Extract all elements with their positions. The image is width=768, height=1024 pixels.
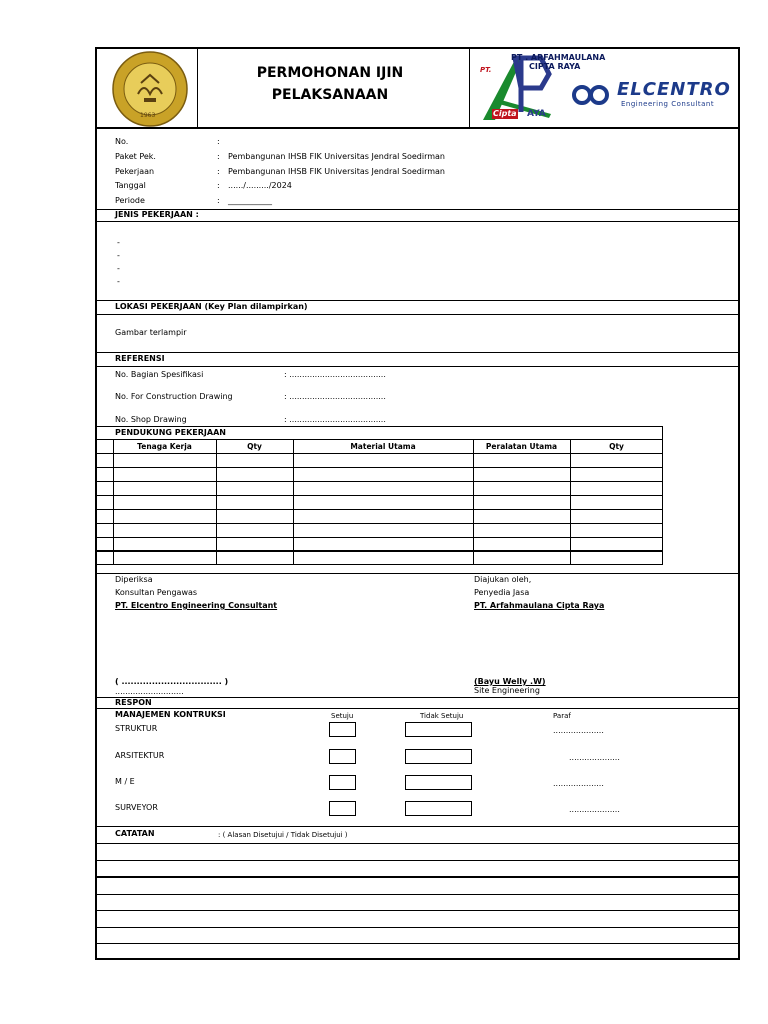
respon-row-surveyor: SURVEYOR bbox=[115, 803, 158, 812]
contractor-logo-pt: PT. bbox=[480, 66, 492, 74]
sign-left-role: ........................... bbox=[115, 687, 184, 696]
info-value-pekerjaan: Pembangunan IHSB FIK Universitas Jendral Soedirman bbox=[228, 167, 446, 176]
table-line bbox=[95, 481, 663, 482]
note-line bbox=[95, 943, 740, 944]
lokasi-heading: LOKASI PEKERJAAN (Key Plan dilampirkan) bbox=[115, 302, 308, 311]
table-col-line bbox=[473, 439, 474, 564]
table-col-line bbox=[570, 439, 571, 564]
respon-row-me: M / E bbox=[115, 777, 135, 786]
catatan-heading: CATATAN bbox=[115, 829, 155, 838]
divider bbox=[95, 708, 740, 709]
sign-left-line1: Diperiksa bbox=[115, 575, 153, 584]
form-frame bbox=[95, 47, 740, 960]
jenis-bullet: - bbox=[117, 277, 120, 286]
info-label-no: No. bbox=[115, 137, 129, 146]
divider bbox=[95, 352, 740, 353]
table-line bbox=[95, 453, 663, 454]
jenis-heading: JENIS PEKERJAAN : bbox=[115, 210, 199, 219]
info-sep-tanggal: : bbox=[217, 181, 220, 190]
table-header-peralatan: Peralatan Utama bbox=[485, 442, 558, 451]
divider bbox=[95, 573, 740, 574]
table-header-qty-2: Qty bbox=[609, 442, 624, 451]
info-sep-periode: : bbox=[217, 196, 220, 205]
lokasi-text: Gambar terlampir bbox=[115, 328, 187, 337]
table-line bbox=[95, 509, 663, 510]
info-label-paket: Paket Pek. bbox=[115, 152, 156, 161]
table-col-line bbox=[113, 439, 114, 564]
checkbox-tidak-struktur[interactable] bbox=[405, 722, 472, 737]
paraf-surveyor: .................... bbox=[569, 805, 620, 814]
ref-value-spesifikasi: : ...................................... bbox=[284, 370, 386, 379]
ref-value-shop: : ...................................... bbox=[284, 415, 386, 424]
table-col-line bbox=[216, 439, 217, 564]
checkbox-tidak-surveyor[interactable] bbox=[405, 801, 472, 816]
consultant-logo-name: ELCENTRO bbox=[617, 79, 731, 100]
catatan-note: : ( Alasan Disetujui / Tidak Disetujui ) bbox=[218, 831, 348, 839]
jenis-bullet: - bbox=[117, 251, 120, 260]
info-sep-paket: : bbox=[217, 152, 220, 161]
pendukung-heading: PENDUKUNG PEKERJAAN bbox=[115, 428, 226, 437]
note-line bbox=[95, 876, 740, 878]
page-title-line2: PELAKSANAAN bbox=[271, 87, 389, 103]
divider bbox=[95, 314, 740, 315]
info-sep-pekerjaan: : bbox=[217, 167, 220, 176]
sign-right-role: Site Engineering bbox=[474, 686, 540, 695]
checkbox-setuju-surveyor[interactable] bbox=[329, 801, 356, 816]
page-title bbox=[230, 62, 430, 106]
contractor-name-line1: PT . ARFAHMAULANA bbox=[511, 53, 606, 62]
referensi-heading: REFERENSI bbox=[115, 354, 165, 363]
respon-col-paraf: Paraf bbox=[553, 712, 571, 720]
divider bbox=[95, 127, 740, 129]
consultant-logo-mark bbox=[571, 84, 611, 106]
checkbox-tidak-me[interactable] bbox=[405, 775, 472, 790]
sign-left-company: PT. Elcentro Engineering Consultant bbox=[115, 601, 278, 610]
page-title-line1: PERMOHONAN IJIN bbox=[256, 65, 404, 81]
header-divider-left bbox=[197, 47, 198, 127]
header-divider-right bbox=[469, 47, 470, 127]
table-line bbox=[95, 550, 663, 552]
sign-left-line2: Konsultan Pengawas bbox=[115, 588, 198, 597]
contractor-name-line2: CIPTA RAYA bbox=[529, 62, 581, 71]
sign-right-name: (Bayu Welly .W) bbox=[474, 677, 546, 686]
sign-right-line2: Penyedia Jasa bbox=[474, 588, 530, 597]
paraf-arsitektur: .................... bbox=[569, 753, 620, 762]
table-line bbox=[95, 467, 663, 468]
table-col-line bbox=[293, 439, 294, 564]
contractor-logo-raya: AYA bbox=[527, 109, 546, 119]
info-value-tanggal: ....../........./2024 bbox=[228, 181, 292, 190]
table-header-tenaga: Tenaga Kerja bbox=[137, 442, 192, 451]
note-line bbox=[95, 910, 740, 911]
info-value-paket: Pembangunan IHSB FIK Universitas Jendral Soedirman bbox=[228, 152, 446, 161]
checkbox-setuju-me[interactable] bbox=[329, 775, 356, 790]
contractor-logo-cipta: Cipta bbox=[493, 109, 517, 118]
table-header-qty: Qty bbox=[247, 442, 262, 451]
info-label-tanggal: Tanggal bbox=[115, 181, 146, 190]
respon-col-setuju: Setuju bbox=[331, 712, 354, 720]
sign-left-name: ( ................................. ) bbox=[115, 677, 229, 686]
respon-heading: RESPON bbox=[115, 698, 152, 707]
note-line bbox=[95, 927, 740, 928]
ref-label-shop: No. Shop Drawing bbox=[115, 415, 187, 424]
paraf-struktur: .................... bbox=[553, 726, 604, 735]
info-label-pekerjaan: Pekerjaan bbox=[115, 167, 155, 176]
table-line bbox=[95, 495, 663, 496]
jenis-bullet: - bbox=[117, 238, 120, 247]
divider bbox=[95, 697, 740, 698]
table-line bbox=[95, 564, 663, 565]
consultant-logo-tagline: Engineering Consultant bbox=[621, 100, 715, 108]
divider bbox=[95, 300, 740, 301]
respon-row-struktur: STRUKTUR bbox=[115, 724, 158, 733]
note-line bbox=[95, 843, 740, 844]
table-line bbox=[95, 439, 663, 440]
table-line bbox=[95, 537, 663, 538]
jenis-bullet: - bbox=[117, 264, 120, 273]
table-line bbox=[95, 523, 663, 524]
university-logo-year: 1963 bbox=[140, 112, 156, 119]
info-sep-no: : bbox=[217, 137, 220, 146]
divider bbox=[95, 826, 740, 827]
note-line bbox=[95, 894, 740, 895]
sign-right-company: PT. Arfahmaulana Cipta Raya bbox=[474, 601, 605, 610]
info-label-periode: Periode bbox=[115, 196, 145, 205]
divider bbox=[95, 221, 740, 222]
checkbox-setuju-struktur[interactable] bbox=[329, 722, 356, 737]
respon-subheading: MANAJEMEN KONTRUKSI bbox=[115, 710, 226, 719]
ref-label-construction: No. For Construction Drawing bbox=[115, 392, 233, 401]
paraf-me: .................... bbox=[553, 779, 604, 788]
respon-col-tidak: Tidak Setuju bbox=[420, 712, 464, 720]
table-col-line bbox=[662, 426, 663, 564]
sign-right-line1: Diajukan oleh, bbox=[474, 575, 532, 584]
info-value-periode: ___________ bbox=[228, 196, 272, 205]
divider bbox=[95, 366, 740, 367]
table-line bbox=[95, 426, 663, 427]
checkbox-setuju-arsitektur[interactable] bbox=[329, 749, 356, 764]
table-header-material: Material Utama bbox=[350, 442, 416, 451]
ref-value-construction: : ...................................... bbox=[284, 392, 386, 401]
note-line bbox=[95, 860, 740, 861]
respon-row-arsitektur: ARSITEKTUR bbox=[115, 751, 165, 760]
checkbox-tidak-arsitektur[interactable] bbox=[405, 749, 472, 764]
ref-label-spesifikasi: No. Bagian Spesifikasi bbox=[115, 370, 204, 379]
